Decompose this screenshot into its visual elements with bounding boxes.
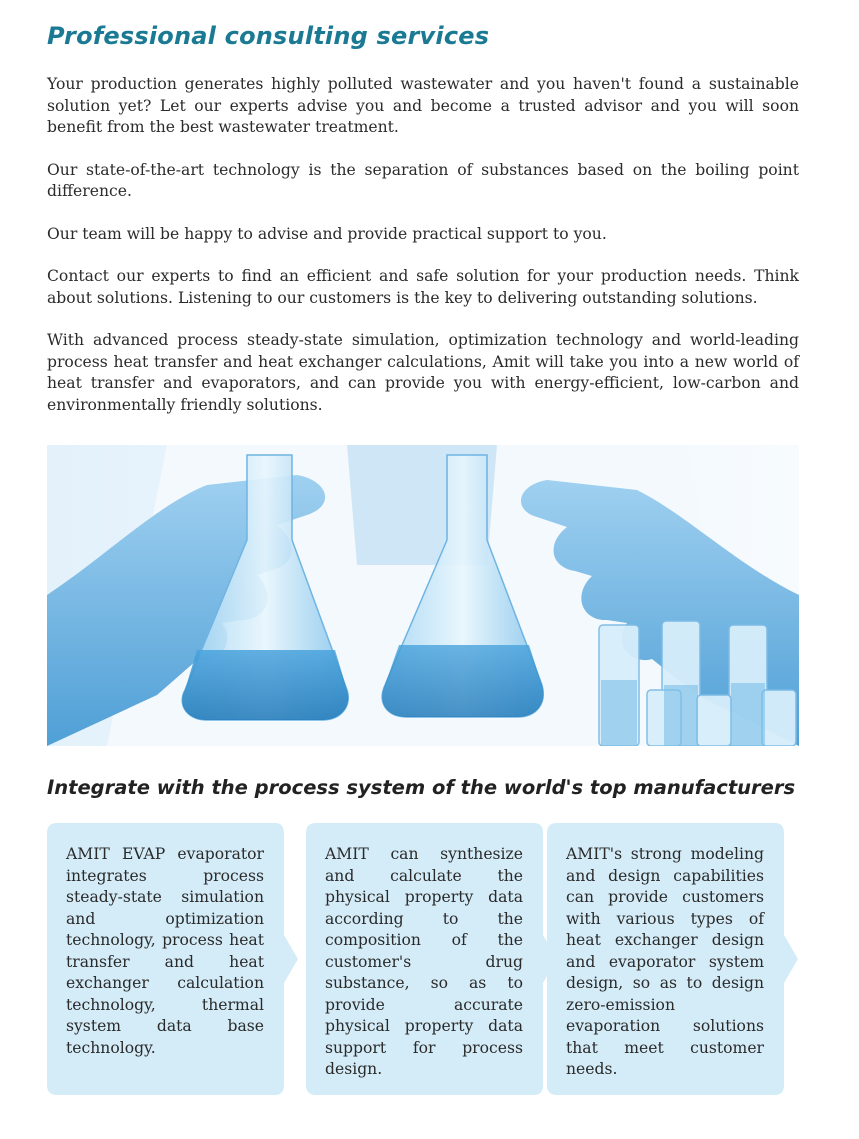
intro-text [47,74,799,437]
section-subtitle: Integrate with the process system of the world's top manufacturers [47,776,796,799]
feature-card [547,823,784,1095]
page-title: Professional consulting services [47,22,490,50]
paragraph: Our team will be happy to advise and provide practical support to you. [47,224,607,243]
paragraph: Your production generates highly polluted wastewater and you haven't found a sustainable solution yet? Let our experts advise you and become a trusted advisor and you will soon benefit from the best wastewater treatment. [47,75,799,136]
lab-flasks-photo [47,445,799,746]
feature-card [306,823,543,1095]
card-text: AMIT's strong modeling and design capabilities can provide customers with various types of heat exchanger design and evaporator system design, so as to design zero-emission evaporation solutions that meet customer needs. [566,845,764,1078]
feature-cards [47,823,807,1098]
card-text: AMIT EVAP evaporator integrates process steady-state simulation and optimization technology, process heat transfer and heat exchanger calculation technology, thermal system data base technology. [66,845,264,1057]
paragraph: With advanced process steady-state simulation, optimization technology and world-leading process heat transfer and heat exchanger calculations, Amit will take you into a new world of heat transfer and evaporators, and can provide you with energy-efficient, low-carbon and environmentally friendly solutions. [47,331,799,414]
feature-card [47,823,284,1095]
paragraph: Our state-of-the-art technology is the separation of substances based on the boiling point difference. [47,160,799,200]
card-text: AMIT can synthesize and calculate the physical property data according to the composition of the customer's drug substance, so as to provide accurate physical property data support for process design. [325,845,523,1078]
paragraph: Contact our experts to find an efficient and safe solution for your production needs. Think about solutions. Listening to our customers is the key to delivering outstanding solutions. [47,267,799,307]
